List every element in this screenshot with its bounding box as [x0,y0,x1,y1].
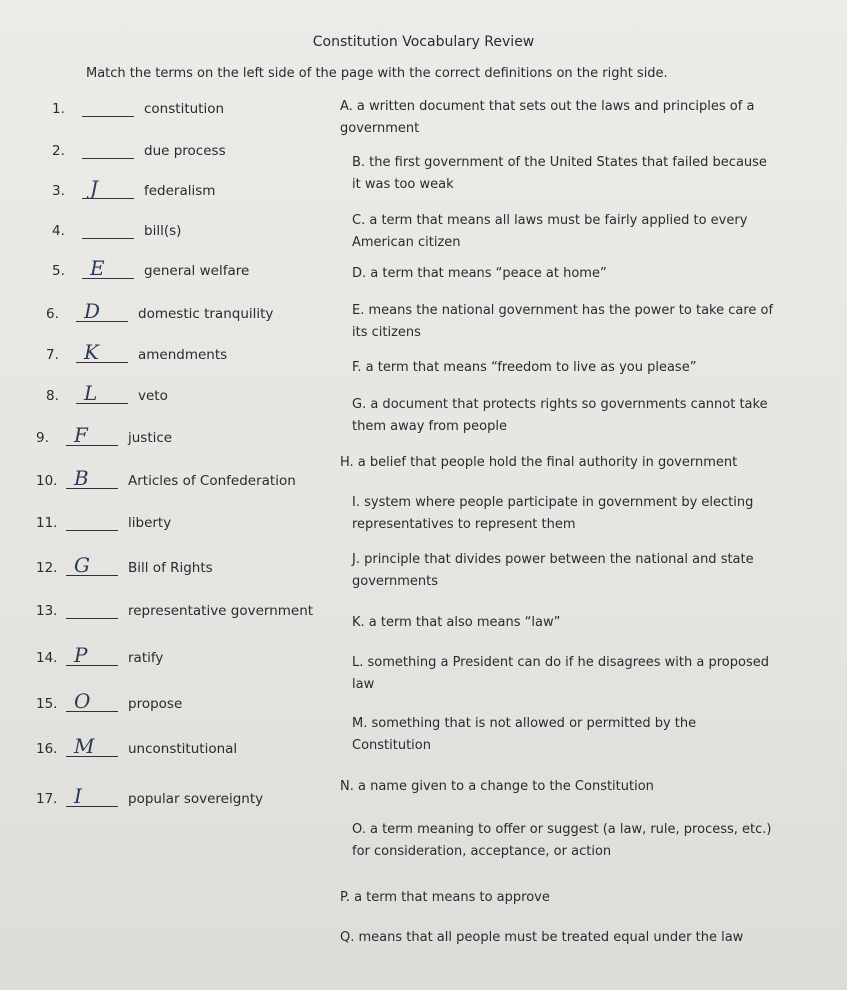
term-row [46,381,168,405]
term-label: veto [138,388,168,404]
definition-line: it was too weak [352,177,454,192]
definition-item [340,96,800,140]
handwritten-answer: E [90,256,105,280]
definition-line: H. a belief that people hold the final authority in government [340,455,738,470]
term-row [46,340,228,364]
term-row [36,423,173,447]
term-number: 14. [36,650,58,666]
term-row [36,689,183,713]
term-label: Bill of Rights [128,560,213,576]
page-title: Constitution Vocabulary Review [312,34,535,50]
answer-blank[interactable] [82,143,134,159]
term-label: general welfare [144,263,250,279]
answer-blank[interactable] [66,643,118,667]
handwritten-answer: O [74,689,91,713]
handwritten-answer: M [74,734,95,758]
handwritten-answer: D [84,299,101,323]
answer-blank[interactable] [82,101,134,117]
answer-blank[interactable] [76,299,128,323]
instructions: Match the terms on the left side of the page with the correct definitions on the right side. [86,66,668,81]
definition-line: governments [352,574,439,589]
term-row [36,734,238,758]
definition-line: G. a document that protects rights so governments cannot take [352,397,768,412]
term-label: liberty [128,515,172,531]
definition-line: representatives to represent them [352,517,576,532]
definition-line: them away from people [352,419,507,434]
term-row [36,466,296,490]
definition-line: O. a term meaning to offer or suggest (a law, rule, process, etc.) [352,822,772,837]
term-label: bill(s) [144,223,182,239]
term-number: 7. [46,347,59,363]
term-number: 3. [52,183,65,199]
term-label: domestic tranquility [138,306,274,322]
term-label: constitution [144,101,225,117]
term-row [52,223,181,239]
definition-line: I. system where people participate in government by electing [352,495,754,510]
handwritten-answer: J [90,176,99,200]
definition-item [352,357,812,379]
term-number: 13. [36,603,58,619]
term-label: representative government [128,603,314,619]
term-number: 15. [36,696,58,712]
term-number: 10. [36,473,58,489]
term-number: 9. [36,430,49,446]
answer-blank[interactable] [66,734,118,758]
definition-item [352,819,812,863]
term-row [36,603,313,619]
term-number: 12. [36,560,58,576]
handwritten-answer: I [74,784,82,808]
term-number: 5. [52,263,65,279]
answer-blank[interactable] [66,515,118,531]
answer-blank[interactable] [82,256,134,280]
answer-blank[interactable] [66,689,118,713]
definition-line: M. something that is not allowed or permitted by the [352,716,697,731]
term-label: justice [128,430,173,446]
term-label: popular sovereignty [128,791,264,807]
definition-item [352,394,812,438]
term-label: Articles of Confederation [128,473,296,489]
term-label: due process [144,143,226,159]
definition-item [352,549,812,593]
term-number: 1. [52,101,65,117]
term-row [36,643,164,667]
definition-line: government [340,121,420,136]
definition-item [352,152,812,196]
term-number: 4. [52,223,65,239]
definition-line: C. a term that means all laws must be fairly applied to every [352,213,748,228]
handwritten-answer: F [74,423,88,447]
definition-line: L. something a President can do if he disagrees with a proposed [352,655,769,670]
definition-line: E. means the national government has the power to take care of [352,303,774,318]
term-label: propose [128,696,183,712]
definition-item [340,887,800,909]
handwritten-answer: L [84,381,98,405]
definition-line: N. a name given to a change to the Constitution [340,779,654,794]
definition-item [340,776,800,798]
term-number: 8. [46,388,59,404]
definition-line: P. a term that means to approve [340,890,550,905]
definition-line: Constitution [352,738,431,753]
term-row [36,515,171,531]
definition-line: A. a written document that sets out the laws and principles of a [340,99,755,114]
term-row [52,256,250,280]
definition-line: law [352,677,375,692]
term-row [52,176,216,200]
definition-item [340,452,800,474]
handwritten-answer: B [74,466,89,490]
definition-line: F. a term that means “freedom to live as you please” [352,360,697,375]
definition-item [352,713,812,757]
definition-item [352,263,812,285]
term-label: unconstitutional [128,741,238,757]
term-label: ratify [128,650,164,666]
definition-item [352,652,812,696]
answer-blank[interactable] [76,340,128,364]
term-number: 16. [36,741,58,757]
definition-line: American citizen [352,235,461,250]
definition-line: J. principle that divides power between the national and state [352,552,754,567]
handwritten-answer: G [74,553,90,577]
term-row [52,143,226,159]
definition-line: K. a term that also means “law” [352,615,561,630]
term-number: 17. [36,791,58,807]
term-label: amendments [138,347,228,363]
answer-blank[interactable] [76,381,128,405]
answer-blank[interactable] [82,176,134,200]
answer-blank[interactable] [66,784,118,808]
term-number: 2. [52,143,65,159]
term-row [36,553,213,577]
definition-item [352,492,812,536]
term-label: federalism [144,183,216,199]
term-row [36,784,264,808]
term-row [46,299,274,323]
definition-item [352,300,812,344]
definition-item [352,612,812,634]
answer-blank[interactable] [66,466,118,490]
answer-blank[interactable] [66,603,118,619]
definition-item [352,210,812,254]
term-number: 6. [46,306,59,322]
definition-line: its citizens [352,325,421,340]
term-row [52,101,224,117]
answer-blank[interactable] [66,423,118,447]
handwritten-answer: K [84,340,99,364]
definition-line: for consideration, acceptance, or action [352,844,612,859]
handwritten-answer: P [74,643,88,667]
answer-blank[interactable] [66,553,118,577]
definition-line: B. the first government of the United States that failed because [352,155,767,170]
definition-line: Q. means that all people must be treated equal under the law [340,930,744,945]
definition-item [340,927,800,949]
term-number: 11. [36,515,58,531]
answer-blank[interactable] [82,223,134,239]
definition-line: D. a term that means “peace at home” [352,266,607,281]
